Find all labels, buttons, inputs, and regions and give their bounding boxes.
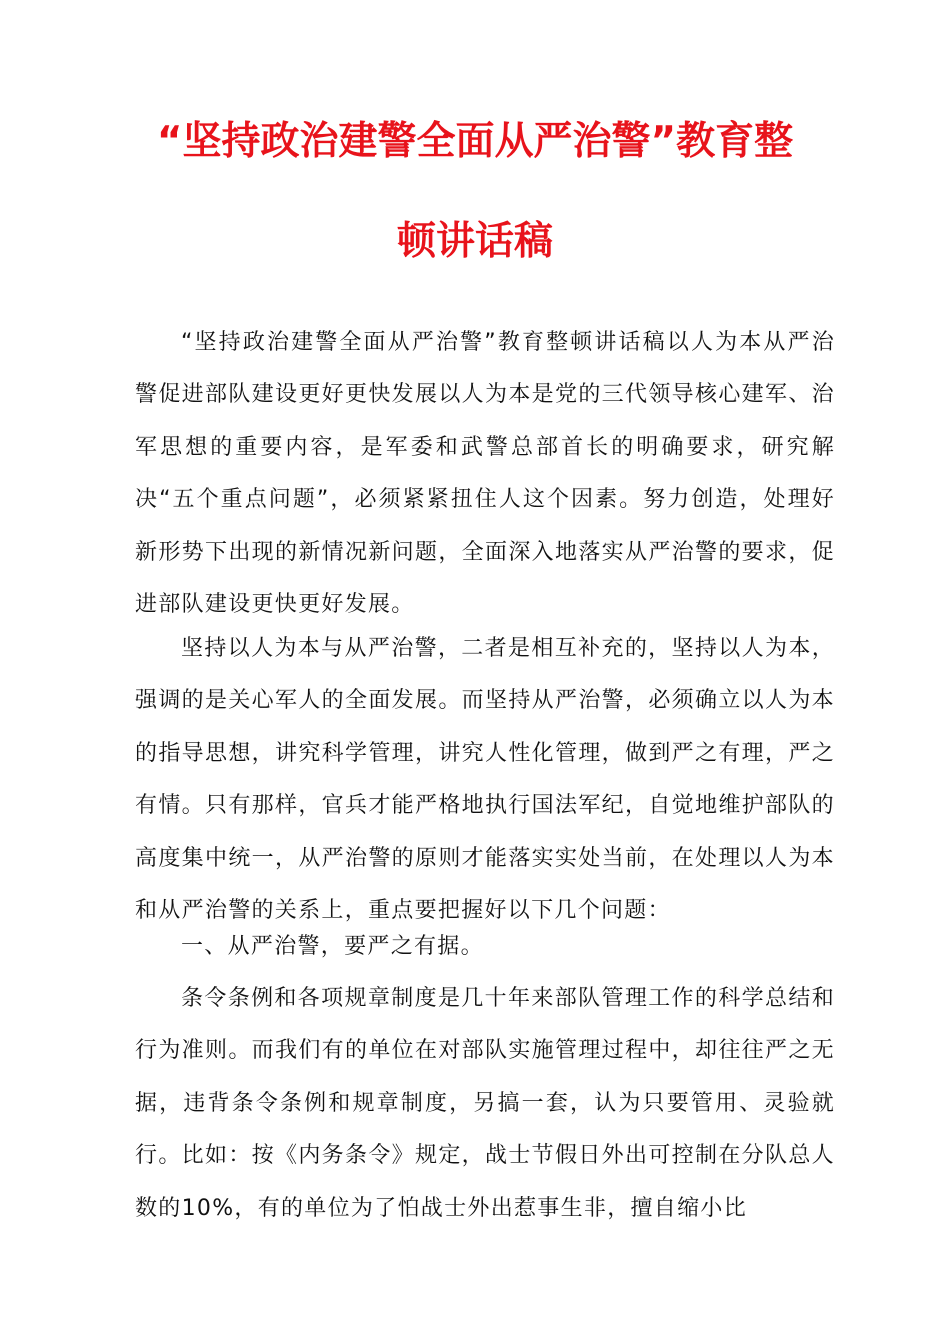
section-heading-1: 一、从严治警，要严之有据。 [181,934,484,959]
body-paragraph-2: 坚持以人为本与从严治警，二者是相互补充的，坚持以人为本，强调的是关心军人的全面发展。而坚持从严治警，必须确立以人为本的指导思想，讲究科学管理，讲究人性化管理，做到严之有理，严之有情。只有那样，官兵才能严格地执行国法军纪，自觉地维护部队的高度集中统一，从严治警的原则才能落实实处当前，在处理以人为本和从严治警的关系上，重点要把握好以下几个问题： [135,636,835,924]
document-title-line-2: 顿讲话稿 [396,219,553,264]
body-paragraph-3: 条令条例和各项规章制度是几十年来部队管理工作的科学总结和行为准则。而我们有的单位在对部队实施管理过程中，却往往严之无据，违背条令条例和规章制度，另搞一套，认为只要管用、灵验就行。比如：按《内务条令》规定，战士节假日外出可控制在分队总人数的10%，有的单位为了怕战士外出惹事生非，擅自缩小比 [135,986,835,1221]
body-paragraph-1: “坚持政治建警全面从严治警”教育整顿讲话稿以人为本从严治警促进部队建设更好更快发展以人为本是党的三代领导核心建军、治军思想的重要内容，是军委和武警总部首长的明确要求，研究解决“五个重点问题”，必须紧紧扭住人这个因素。努力创造，处理好新形势下出现的新情况新问题，全面深入地落实从严治警的要求，促进部队建设更快更好发展。 [135,330,835,618]
document-title-line-1: “坚持政治建警全面从严治警”教育整 [156,119,794,164]
